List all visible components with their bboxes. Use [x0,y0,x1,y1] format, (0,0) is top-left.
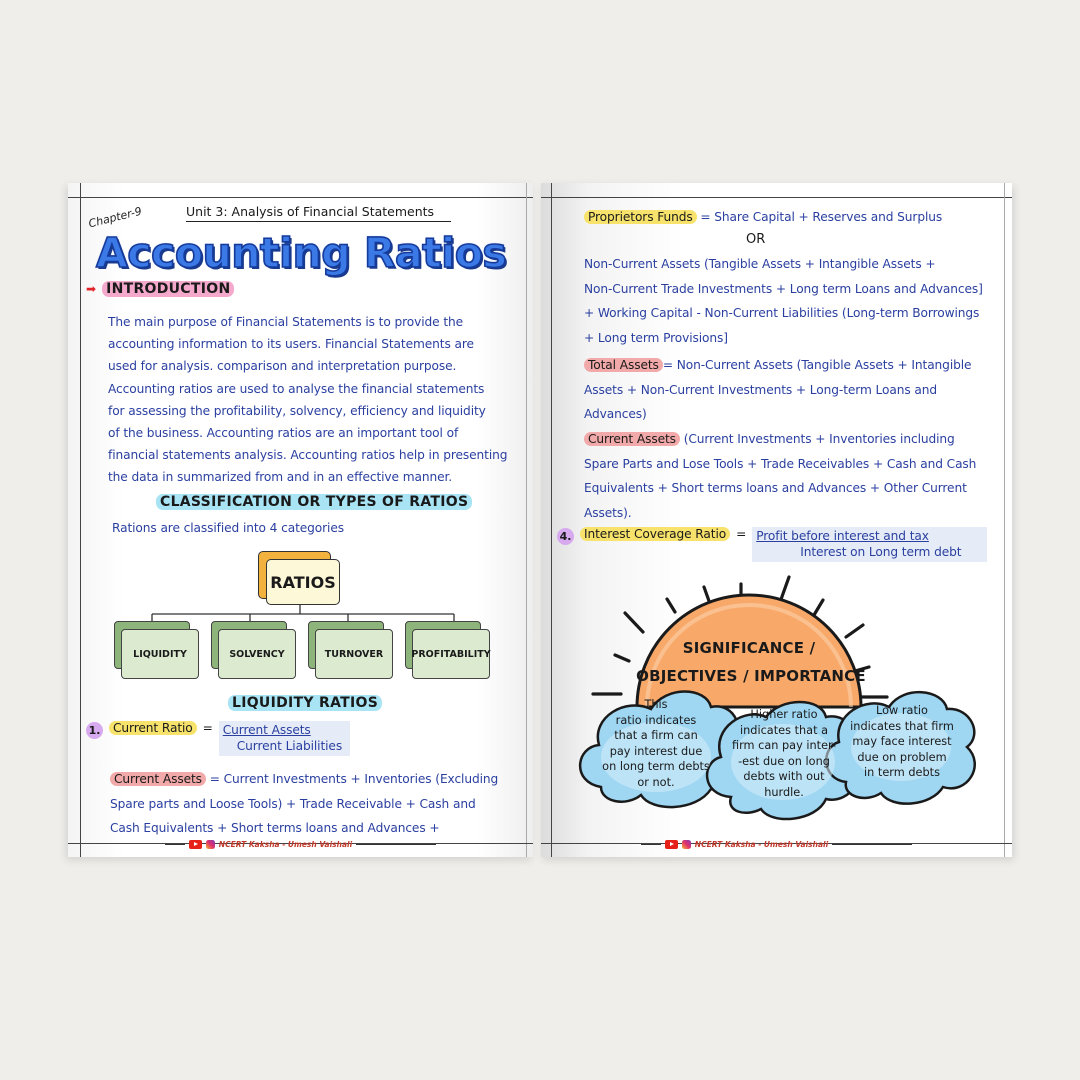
intro-line: used for analysis. comparison and interpretation purpose. [108,359,457,374]
cloud-line: hurdle. [764,785,804,799]
total-assets-label: Total Assets [584,358,663,372]
fraction-numerator: Current Assets [222,723,311,737]
left-page [68,183,533,857]
cloud-line: in term debts [864,766,940,780]
page-border-right [1004,183,1005,857]
cloud-line: This [644,698,668,711]
total-assets-definition [584,353,1002,427]
ta-line: Advances) [584,407,647,421]
footer-brand: NCERT Kaksha - Umesh Vaishali [694,839,829,849]
proprietors-funds-text: = Share Capital + Reserves and Surplus [700,210,943,224]
liquidity-heading: LIQUIDITY RATIOS [228,695,382,711]
instagram-icon [682,840,691,849]
cloud-line: indicates that a [739,723,829,737]
equals-sign: = [736,527,747,541]
ca-text: = Current Investments + Inventories (Excluding [209,772,499,786]
ca-line: Spare Parts and Lose Tools + Trade Receivables + Cash and Cash [584,456,977,471]
youtube-icon [189,840,202,849]
category-label: PROFITABILITY [412,629,490,679]
current-ratio-formula [86,721,350,756]
unit-title: Unit 3: Analysis of Financial Statements [186,204,451,222]
or-label: OR [746,232,766,247]
cloud-2-text [719,707,849,801]
significance-illustration [571,567,991,827]
current-ratio-fraction [219,721,350,756]
category-turnover [308,621,390,679]
current-assets-definition [110,767,520,841]
arrow-right-icon: ➡ [86,282,97,296]
ca-line: Assets). [584,505,632,520]
right-page [541,183,1012,857]
ta-line [584,353,1002,378]
intro-line: accounting information to its users. Financial Statements are [108,337,474,352]
intro-line: The main purpose of Financial Statements is to provide the [108,315,464,329]
cloud-line: ratio indicates [615,713,697,727]
current-assets-label: Current Assets [110,772,206,786]
current-assets-definition [584,427,1002,525]
interest-coverage-fraction [752,527,987,562]
cloud-line: or not. [637,775,675,789]
interest-coverage-label: Interest Coverage Ratio [580,527,730,541]
intro-line: Accounting ratios are used to analyse the financial statements [108,381,485,396]
alt-line: + Long term Provisions] [584,330,728,345]
category-label: LIQUIDITY [121,629,199,679]
proprietors-funds-alternative [584,252,1002,350]
cloud-line: -est due on long [738,754,830,768]
proprietors-funds-label: Proprietors Funds [584,210,697,224]
ta-line: Assets + Non-Current Investments + Long-term Loans and [584,382,937,397]
page-footer [68,838,533,850]
cloud-line: may face interest [852,735,952,749]
fraction-denominator: Current Liabilities [236,739,343,753]
fraction-numerator: Profit before interest and tax [756,529,929,543]
current-assets-label: Current Assets [584,432,680,446]
current-ratio-label: Current Ratio [109,721,197,735]
significance-title-line2: OBJECTIVES / IMPORTANCE [636,667,866,685]
cloud-line: indicates that firm [850,719,954,733]
alt-line: + Working Capital - Non-Current Liabilities (Long-term Borrowings [584,306,980,320]
page-border-top [541,197,1012,198]
category-label: SOLVENCY [218,629,296,679]
cloud-line: Low ratio [876,704,928,717]
intro-line: for assessing the profitability, solvency, efficiency and liquidity [108,403,486,418]
intro-line: of the business. Accounting ratios are an important tool of [108,426,459,441]
intro-line: financial statements analysis. Accounting ratios help in presenting [108,448,508,463]
footer-dash [641,844,661,845]
ratios-root-box [258,551,334,609]
ratios-root-label: RATIOS [266,559,340,605]
classification-subtitle: Rations are classified into 4 categories [112,521,344,535]
category-liquidity [114,621,196,679]
cloud-line: on long term debts [602,760,710,774]
ca-text: (Current Investments + Inventories including [683,432,955,446]
category-label: TURNOVER [315,629,393,679]
ta-text: = Non-Current Assets (Tangible Assets + Intangible [662,358,972,372]
chapter-label: Chapter-9 [87,204,144,231]
cloud-line: pay interest due [609,744,703,758]
page-title: Accounting Ratios [96,229,507,277]
alt-line: Non-Current Assets (Tangible Assets + Intangible Assets + [584,257,936,271]
cloud-line: debts with out [743,770,825,784]
youtube-icon [665,840,678,849]
interest-coverage-formula [557,527,987,562]
item-number-badge: 4. [557,528,574,545]
footer-dash [832,844,912,845]
category-profitability [405,621,491,679]
significance-title-line1: SIGNIFICANCE / [682,639,816,657]
page-border-left [551,183,552,857]
intro-line: the data in summarized from and in an effective manner. [108,470,453,485]
cloud-1-text [591,697,721,791]
footer-brand: NCERT Kaksha - Umesh Vaishali [218,839,353,849]
proprietors-funds-formula [584,205,1002,230]
category-solvency [211,621,293,679]
ca-line: Equivalents + Short terms loans and Advances + Other Current [584,481,967,495]
introduction-heading: INTRODUCTION [102,281,234,297]
cloud-3-text [837,703,967,781]
classification-heading: CLASSIFICATION OR TYPES OF RATIOS [156,494,472,510]
item-number-badge: 1. [86,722,103,739]
cloud-line: firm can pay inter- [731,739,837,753]
footer-dash [356,844,436,845]
equals-sign: = [202,721,213,735]
page-footer [541,838,1012,850]
ca-line [110,767,520,792]
ca-line: Spare parts and Loose Tools) + Trade Receivable + Cash and [110,796,476,811]
ca-line [584,427,1002,452]
footer-dash [165,844,185,845]
fraction-denominator: Interest on Long term debt [800,545,962,559]
ca-line: Cash Equivalents + Short terms loans and Advances + [110,821,440,835]
instagram-icon [206,840,215,849]
alt-line: Non-Current Trade Investments + Long term Loans and Advances] [584,281,983,296]
cloud-line: due on problem [857,750,947,764]
cloud-line: that a firm can [614,729,698,743]
cloud-line: Higher ratio [750,708,818,721]
